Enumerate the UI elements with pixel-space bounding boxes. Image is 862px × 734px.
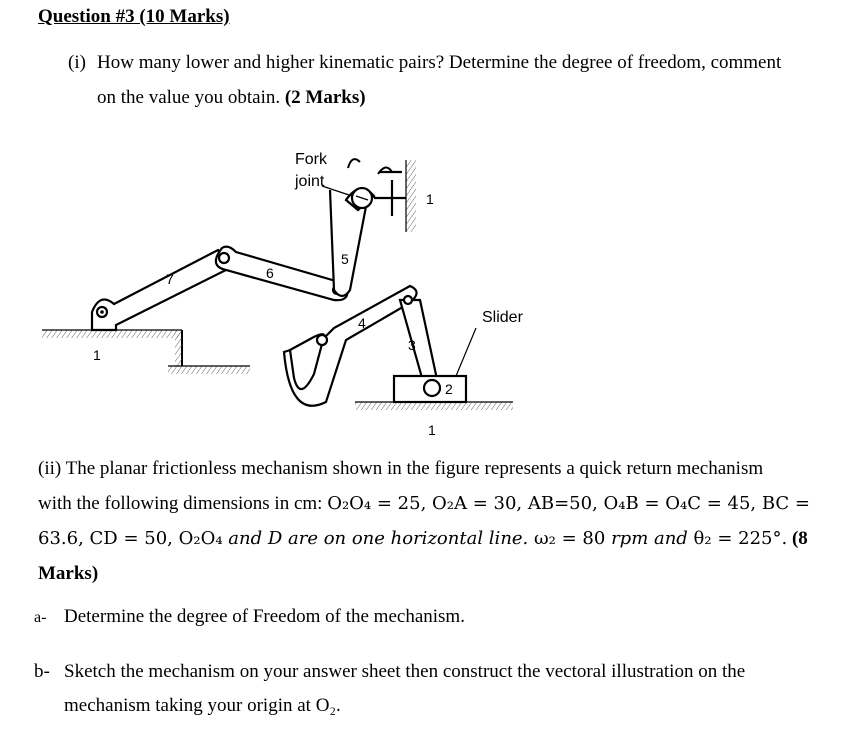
part-ii-marks-open: (8 <box>787 528 808 549</box>
link-7 <box>92 250 230 330</box>
part-ii-dimensions: O₂O₄ = 25, O₂A = 30, AB=50, O₄B = O₄C = 45, BC = <box>327 493 811 514</box>
part-ii-theta: θ₂ = 225°. <box>687 528 788 549</box>
link-3-label: 3 <box>408 337 416 353</box>
ground-left <box>42 330 250 374</box>
link-6 <box>216 247 348 301</box>
item-a-label: a- <box>34 609 47 626</box>
link-1-top-label: 1 <box>426 191 434 207</box>
part-ii-line1: (ii) The planar frictionless mechanism shown in the figure represents a quick return mechanism <box>38 458 764 479</box>
link-4-label: 4 <box>358 315 366 331</box>
link-2-label: 2 <box>445 381 453 397</box>
part-ii-line2 <box>38 492 810 516</box>
part-ii-omega: ω₂ = 80 <box>528 528 612 549</box>
mechanism-figure <box>0 140 862 440</box>
part-i-line2-text: on the value you obtain. <box>97 87 285 108</box>
item-a-text: Determine the degree of Freedom of the mechanism. <box>64 606 465 627</box>
part-i-line1: How many lower and higher kinematic pairs? Determine the degree of freedom, comment <box>97 52 782 73</box>
part-i-label: (i) <box>68 52 86 73</box>
fork-label: Fork <box>295 151 327 168</box>
part-ii-line2-prefix: with the following dimensions in cm: <box>38 493 328 514</box>
part-ii-rpm: rpm and <box>611 528 688 549</box>
question-title: Question #3 (10 Marks) <box>38 6 230 27</box>
part-i-marks: (2 Marks) <box>284 87 366 108</box>
joint-label: joint <box>295 173 325 190</box>
part-ii-line3 <box>38 527 808 551</box>
link-5-fork <box>330 159 406 296</box>
link-6-label: 6 <box>266 265 274 281</box>
part-ii-dims-cont: 63.6, CD = 50, O₂O₄ <box>38 528 229 549</box>
ground-top-right <box>406 160 416 232</box>
part-ii-marks-close: Marks) <box>38 563 99 584</box>
link-5-label: 5 <box>341 251 349 267</box>
ground-bottom <box>355 402 513 410</box>
link-1-left-label: 1 <box>93 347 101 363</box>
link-7-label: 7 <box>166 271 174 287</box>
item-b-label: b- <box>34 661 50 682</box>
item-b-line2: mechanism taking your origin at O₂. <box>64 695 341 716</box>
item-b-line1: Sketch the mechanism on your answer sheet then construct the vectoral illustration on the <box>64 661 746 682</box>
slider-label: Slider <box>482 309 523 326</box>
part-ii-horizontal: and D are on one horizontal line. <box>228 528 529 549</box>
link-1-bottom-label: 1 <box>428 422 436 438</box>
part-i-line2 <box>97 86 366 110</box>
